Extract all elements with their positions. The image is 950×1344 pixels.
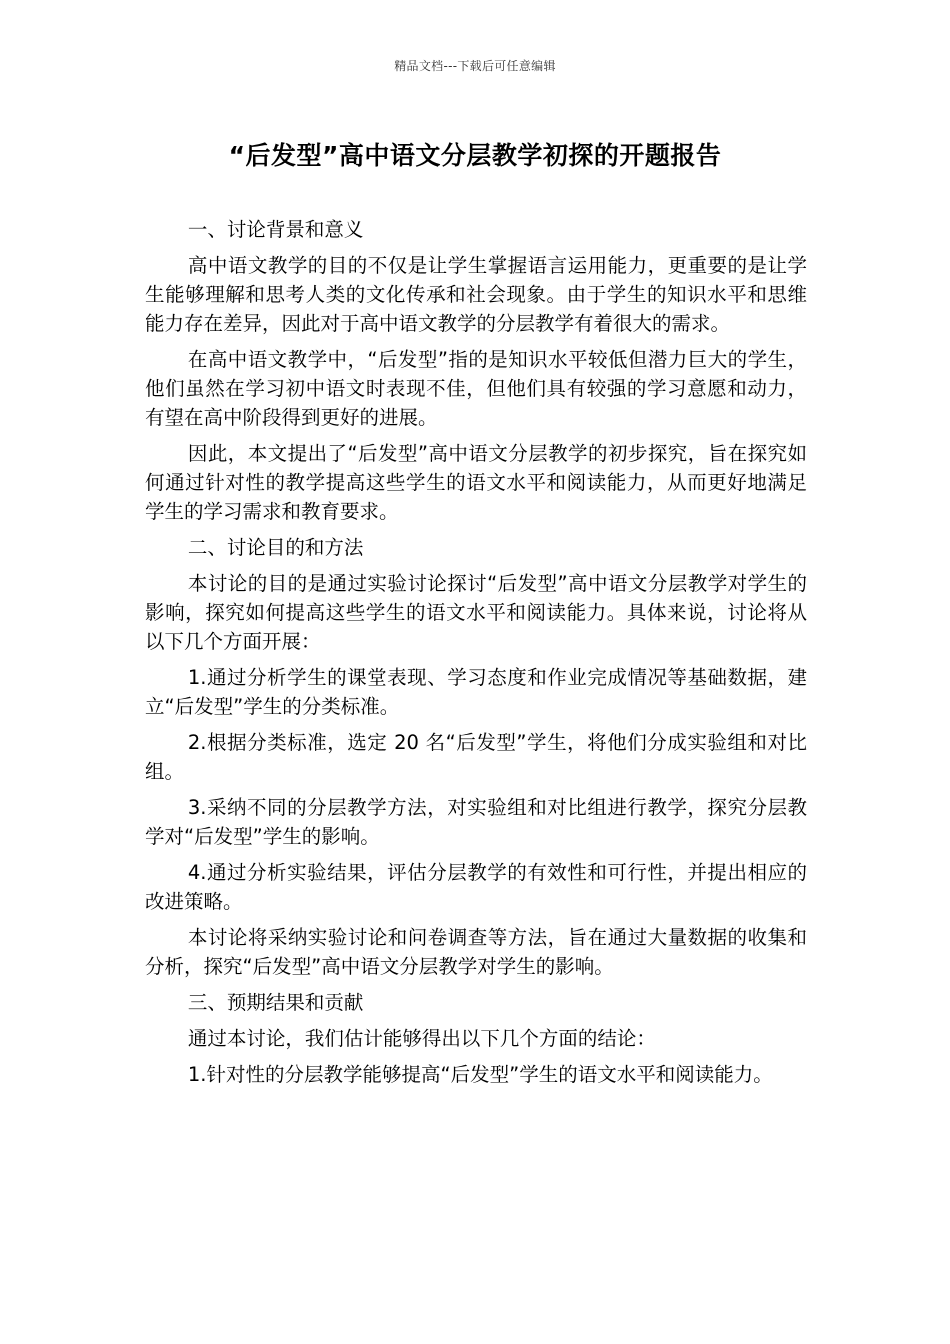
header-note: 精品文档---下载后可任意编辑 bbox=[394, 59, 556, 73]
document-title: “后发型”高中语文分层教学初探的开题报告 bbox=[228, 141, 722, 170]
document-body bbox=[145, 215, 807, 1096]
section-heading: 二、讨论目的和方法 bbox=[187, 536, 364, 559]
paragraph: 本讨论将采纳实验讨论和问卷调查等方法，旨在通过大量数据的收集和分析，探究“后发型”高中语文分层教学对学生的影响。 bbox=[145, 926, 807, 978]
section-heading: 一、讨论背景和意义 bbox=[187, 218, 364, 241]
paragraph: 通过本讨论，我们估计能够得出以下几个方面的结论： bbox=[187, 1027, 656, 1050]
paragraph: 高中语文教学的目的不仅是让学生掌握语言运用能力，更重要的是让学生能够理解和思考人类的文化传承和社会现象。由于学生的知识水平和思维能力存在差异，因此对于高中语文教学的分层教学有着很大的需求。 bbox=[145, 254, 807, 335]
list-item: 2.根据分类标准，选定 20 名“后发型”学生，将他们分成实验组和对比组。 bbox=[145, 731, 807, 783]
paragraph: 本讨论的目的是通过实验讨论探讨“后发型”高中语文分层教学对学生的影响，探究如何提高这些学生的语文水平和阅读能力。具体来说，讨论将从以下几个方面开展： bbox=[145, 572, 807, 653]
list-item: 1.针对性的分层教学能够提高“后发型”学生的语文水平和阅读能力。 bbox=[187, 1063, 773, 1086]
list-item: 1.通过分析学生的课堂表现、学习态度和作业完成情况等基础数据，建立“后发型”学生的分类标准。 bbox=[145, 666, 807, 718]
paragraph: 在高中语文教学中，“后发型”指的是知识水平较低但潜力巨大的学生，他们虽然在学习初中语文时表现不佳，但他们具有较强的学习意愿和动力，有望在高中阶段得到更好的进展。 bbox=[145, 348, 807, 429]
section-heading: 三、预期结果和贡献 bbox=[187, 991, 364, 1014]
list-item: 4.通过分析实验结果，评估分层教学的有效性和可行性，并提出相应的改进策略。 bbox=[145, 861, 807, 913]
paragraph: 因此，本文提出了“后发型”高中语文分层教学的初步探究，旨在探究如何通过针对性的教学提高这些学生的语文水平和阅读能力，从而更好地满足学生的学习需求和教育要求。 bbox=[145, 442, 807, 523]
list-item: 3.采纳不同的分层教学方法，对实验组和对比组进行教学，探究分层教学对“后发型”学生的影响。 bbox=[145, 796, 807, 848]
